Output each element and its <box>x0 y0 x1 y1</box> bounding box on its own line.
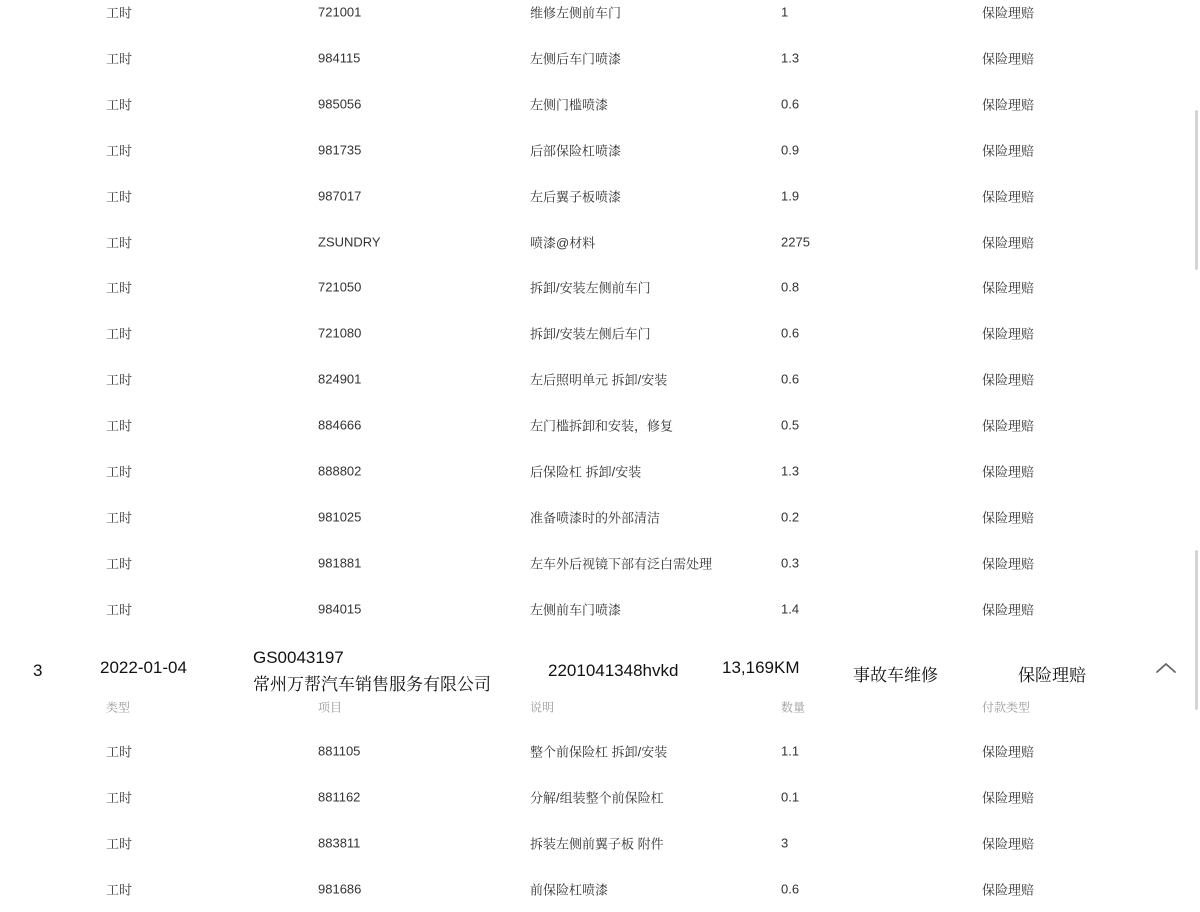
row-desc: 拆装左侧前翼子板 附件 <box>530 836 664 852</box>
row-pay: 保险理赔 <box>982 790 1035 806</box>
row-type: 工时 <box>106 51 133 67</box>
table-row <box>0 173 1190 219</box>
table-row <box>0 35 1190 81</box>
row-qty: 0.6 <box>781 371 800 387</box>
row-item: 888802 <box>318 463 362 479</box>
row-type: 工时 <box>106 556 133 572</box>
row-qty: 1.4 <box>781 601 800 617</box>
row-item: 883811 <box>318 835 361 851</box>
row-pay: 保险理赔 <box>982 744 1035 760</box>
row-type: 工时 <box>106 836 133 852</box>
row-item: 981686 <box>318 881 362 897</box>
dealer-name: 常州万帮汽车销售服务有限公司 <box>253 675 491 694</box>
row-type: 工时 <box>106 280 133 296</box>
row-desc: 左车外后视镜下部有泛白需处理 <box>530 556 713 572</box>
row-item: 824901 <box>318 371 362 387</box>
row-qty: 0.3 <box>781 555 800 571</box>
table-row <box>0 81 1190 127</box>
row-pay: 保险理赔 <box>982 882 1035 898</box>
row-type: 工时 <box>106 464 133 480</box>
header-item: 项目 <box>318 700 343 715</box>
row-desc: 左门槛拆卸和安装，修复 <box>530 418 674 434</box>
row-desc: 后保险杠 拆卸/安装 <box>530 464 642 480</box>
row-item: 881105 <box>318 743 361 759</box>
row-item: 981735 <box>318 142 362 158</box>
row-pay: 保险理赔 <box>982 51 1035 67</box>
row-pay: 保险理赔 <box>982 372 1035 388</box>
row-item: ZSUNDRY <box>318 234 381 249</box>
table-row <box>0 264 1190 310</box>
row-qty: 1 <box>781 4 789 20</box>
dealer-code: GS0043197 <box>253 648 344 667</box>
table-row <box>0 402 1190 448</box>
record-date: 2022-01-04 <box>100 658 187 677</box>
row-pay: 保险理赔 <box>982 189 1035 205</box>
row-qty: 0.6 <box>781 325 800 341</box>
row-desc: 左侧后车门喷漆 <box>530 51 622 67</box>
header-pay: 付款类型 <box>982 700 1031 715</box>
row-desc: 左侧门槛喷漆 <box>530 97 609 113</box>
row-type: 工时 <box>106 235 133 250</box>
row-desc: 左后翼子板喷漆 <box>530 189 622 205</box>
row-pay: 保险理赔 <box>982 97 1035 113</box>
table-row <box>0 866 1190 912</box>
row-qty: 1.3 <box>781 463 800 479</box>
row-qty: 0.6 <box>781 96 800 112</box>
row-qty: 3 <box>781 835 789 851</box>
row-item: 987017 <box>318 188 362 204</box>
row-desc: 拆卸/安装左侧后车门 <box>530 326 651 342</box>
row-item: 981881 <box>318 555 362 571</box>
record-index: 3 <box>33 661 43 680</box>
row-qty: 1.3 <box>781 50 800 66</box>
row-qty: 0.9 <box>781 142 800 158</box>
row-item: 984015 <box>318 601 362 617</box>
row-qty: 2275 <box>781 234 810 249</box>
row-qty: 1.1 <box>781 743 800 759</box>
row-type: 工时 <box>106 5 133 21</box>
header-qty: 数量 <box>781 700 806 715</box>
row-item: 721080 <box>318 325 362 341</box>
row-item: 721001 <box>318 4 362 20</box>
row-item: 721050 <box>318 279 362 295</box>
chevron-up-icon[interactable] <box>1155 660 1177 676</box>
row-pay: 保险理赔 <box>982 510 1035 526</box>
table-row <box>0 820 1190 866</box>
row-desc: 后部保险杠喷漆 <box>530 143 622 159</box>
row-item: 984115 <box>318 50 361 66</box>
row-desc: 分解/组装整个前保险杠 <box>530 790 664 806</box>
row-type: 工时 <box>106 189 133 205</box>
row-item: 981025 <box>318 509 362 525</box>
row-pay: 保险理赔 <box>982 326 1035 342</box>
row-type: 工时 <box>106 602 133 618</box>
scrollbar-thumb-inner[interactable] <box>1195 550 1198 710</box>
row-type: 工时 <box>106 790 133 806</box>
row-qty: 0.5 <box>781 417 800 433</box>
table-row <box>0 448 1190 494</box>
row-desc: 喷漆@材料 <box>530 235 596 250</box>
table-row <box>0 219 1190 265</box>
row-type: 工时 <box>106 744 133 760</box>
row-desc: 整个前保险杠 拆卸/安装 <box>530 744 668 760</box>
header-desc: 说明 <box>530 700 555 715</box>
service-record-3[interactable] <box>0 645 1190 697</box>
row-qty: 0.2 <box>781 509 800 525</box>
header-type: 类型 <box>106 700 131 715</box>
table-row <box>0 728 1190 774</box>
order-number: 2201041348hvkd <box>548 661 679 680</box>
table-row <box>0 0 1190 35</box>
row-item: 884666 <box>318 417 362 433</box>
table-row <box>0 774 1190 820</box>
row-type: 工时 <box>106 510 133 526</box>
table-row <box>0 494 1190 540</box>
table-header <box>0 693 1190 721</box>
table-row <box>0 540 1190 586</box>
mileage: 13,169KM <box>722 658 800 677</box>
table-row <box>0 356 1190 402</box>
row-type: 工时 <box>106 143 133 159</box>
row-item: 881162 <box>318 789 361 805</box>
row-pay: 保险理赔 <box>982 143 1035 159</box>
row-item: 985056 <box>318 96 362 112</box>
table-row <box>0 310 1190 356</box>
row-type: 工时 <box>106 97 133 113</box>
row-pay: 保险理赔 <box>982 418 1035 434</box>
row-pay: 保险理赔 <box>982 556 1035 572</box>
table-row <box>0 586 1190 632</box>
row-desc: 拆卸/安装左侧前车门 <box>530 280 651 296</box>
payment-type: 保险理赔 <box>1018 666 1086 685</box>
row-qty: 0.6 <box>781 881 800 897</box>
row-desc: 左后照明单元 拆卸/安装 <box>530 372 668 388</box>
row-pay: 保险理赔 <box>982 280 1035 296</box>
row-pay: 保险理赔 <box>982 836 1035 852</box>
row-type: 工时 <box>106 882 133 898</box>
row-qty: 0.8 <box>781 279 800 295</box>
row-pay: 保险理赔 <box>982 602 1035 618</box>
row-qty: 0.1 <box>781 789 800 805</box>
row-pay: 保险理赔 <box>982 464 1035 480</box>
table-row <box>0 127 1190 173</box>
row-desc: 维修左侧前车门 <box>530 5 622 21</box>
repair-type: 事故车维修 <box>853 666 938 685</box>
row-desc: 准备喷漆时的外部清洁 <box>530 510 661 526</box>
row-type: 工时 <box>106 418 133 434</box>
row-pay: 保险理赔 <box>982 5 1035 21</box>
row-qty: 1.9 <box>781 188 800 204</box>
row-desc: 左侧前车门喷漆 <box>530 602 622 618</box>
scrollbar-thumb-outer[interactable] <box>1195 110 1198 270</box>
row-pay: 保险理赔 <box>982 235 1035 250</box>
row-type: 工时 <box>106 326 133 342</box>
row-type: 工时 <box>106 372 133 388</box>
row-desc: 前保险杠喷漆 <box>530 882 609 898</box>
